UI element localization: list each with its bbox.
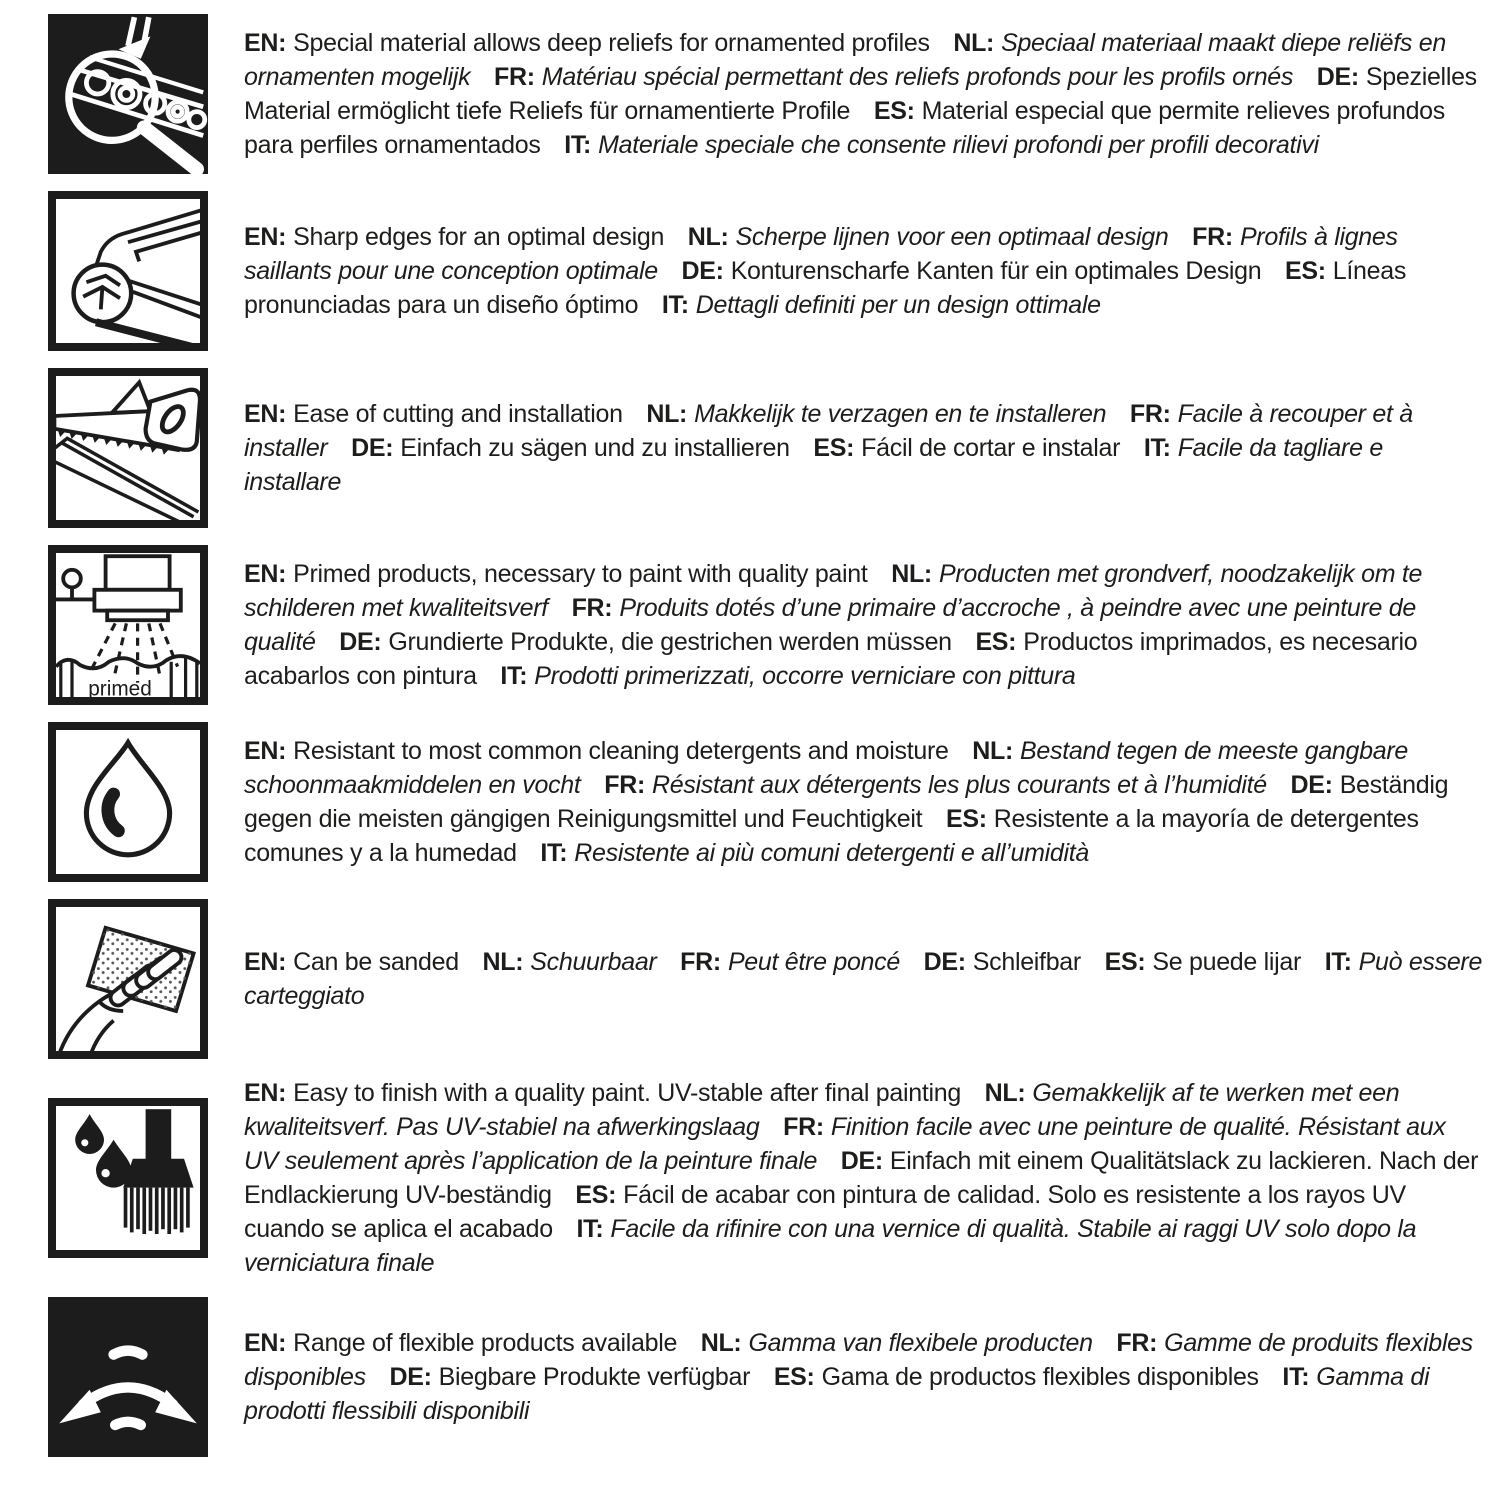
lang-label-it: IT: xyxy=(564,131,592,159)
segment xyxy=(389,1363,750,1391)
feature-text-es: Fácil de acabar con pintura de calidad. Solo es resistente a los rayos UV cuando se aplica el acabado xyxy=(244,1181,1406,1243)
lang-label-nl: NL: xyxy=(891,560,932,588)
feature-text-es: Productos imprimados, es necesario acabarlos con pintura xyxy=(244,628,1418,690)
segment xyxy=(244,737,949,765)
feature-text-block xyxy=(244,734,1484,870)
feature-text-it: Facile da tagliare e installare xyxy=(244,434,1383,496)
segment xyxy=(540,839,1089,867)
segment xyxy=(339,628,952,656)
feature-text-it: Facile da rifinire con una vernice di qualità. Stabile ai raggi UV solo dopo la verniciatura finale xyxy=(244,1215,1417,1277)
segment xyxy=(244,948,459,976)
lang-label-it: IT: xyxy=(661,291,689,319)
feature-text-it: Materiale speciale che consente rilievi profondi per profili decorativi xyxy=(598,131,1319,159)
lang-label-nl: NL: xyxy=(953,29,995,57)
segment xyxy=(244,1329,677,1357)
feature-text-block xyxy=(244,26,1484,162)
primed-text: primed xyxy=(88,677,152,701)
segment xyxy=(500,662,1075,690)
segment xyxy=(244,1079,961,1107)
segment xyxy=(688,223,1169,251)
paint-drops-brush-icon xyxy=(48,1098,208,1258)
lang-label-nl: NL: xyxy=(482,948,524,976)
lang-label-en: EN: xyxy=(244,948,287,976)
primed-spray-icon xyxy=(48,545,208,705)
feature-text-fr: Résistant aux détergents les plus courants et à l’humidité xyxy=(651,771,1267,799)
feature-text-nl: Bestand tegen de meeste gangbare schoonmaakmiddelen en vocht xyxy=(244,737,1408,799)
segment xyxy=(244,560,868,588)
lang-label-fr: FR: xyxy=(1192,223,1233,251)
lang-label-it: IT: xyxy=(1324,948,1352,976)
feature-text-nl: Scherpe lijnen voor een optimaal design xyxy=(735,223,1169,251)
saw-cutting-icon xyxy=(48,368,208,528)
lang-label-es: ES: xyxy=(873,97,915,125)
lang-label-it: IT: xyxy=(576,1215,604,1243)
lang-label-nl: NL: xyxy=(984,1079,1026,1107)
feature-text-nl: Producten met grondverf, noodzakelijk om te schilderen met kwaliteitsverf xyxy=(244,560,1423,622)
feature-row-primed xyxy=(48,545,1484,705)
feature-text-nl: Makkelijk te verzagen en te installeren xyxy=(694,400,1107,428)
lang-label-es: ES: xyxy=(945,805,987,833)
feature-text-it: Gamma di prodotti flessibili disponibili xyxy=(244,1363,1430,1425)
lang-label-de: DE: xyxy=(339,628,382,656)
feature-text-it: Resistente ai più comuni detergenti e all’umidità xyxy=(574,839,1090,867)
feature-text-de: Schleifbar xyxy=(972,948,1081,976)
lang-label-es: ES: xyxy=(773,1363,815,1391)
feature-text-en: Ease of cutting and installation xyxy=(293,400,623,428)
lang-label-en: EN: xyxy=(244,1329,287,1357)
segment xyxy=(813,434,1120,462)
sharp-edges-icon xyxy=(48,191,208,351)
feature-text-en: Can be sanded xyxy=(293,948,459,976)
feature-text-it: Prodotti primerizzati, occorre verniciare con pittura xyxy=(534,662,1076,690)
feature-text-en: Resistant to most common cleaning detergents and moisture xyxy=(293,737,949,765)
feature-text-nl: Gemakkelijk af te werken met een kwaliteitsverf. Pas UV-stabiel na afwerkingslaag xyxy=(244,1079,1400,1141)
segment xyxy=(494,63,1293,91)
lang-label-it: IT: xyxy=(500,662,528,690)
feature-text-en: Special material allows deep reliefs for ornamented profiles xyxy=(293,29,930,57)
feature-text-de: Konturenscharfe Kanten für ein optimales Design xyxy=(730,257,1262,285)
lang-label-nl: NL: xyxy=(687,223,729,251)
feature-text-it: Dettagli definiti per un design ottimale xyxy=(695,291,1101,319)
lang-label-it: IT: xyxy=(1143,434,1171,462)
lang-label-fr: FR: xyxy=(783,1113,824,1141)
segment xyxy=(483,948,657,976)
lang-label-de: DE: xyxy=(1316,63,1359,91)
lang-label-nl: NL: xyxy=(700,1329,742,1357)
segment xyxy=(924,948,1081,976)
lang-label-de: DE: xyxy=(1290,771,1333,799)
feature-text-block xyxy=(244,220,1484,322)
feature-text-block xyxy=(244,397,1484,499)
sandable-hand-sandpaper-icon xyxy=(48,899,208,1059)
feature-text-fr: Facile à recouper et à installer xyxy=(244,400,1413,462)
feature-text-es: Resistente a la mayoría de detergentes comunes y a la humedad xyxy=(244,805,1419,867)
lang-label-en: EN: xyxy=(244,400,287,428)
segment xyxy=(682,257,1262,285)
lang-label-en: EN: xyxy=(244,1079,287,1107)
feature-text-de: Einfach mit einem Qualitätslack zu lackieren. Nach der Endlackierung UV-beständig xyxy=(244,1147,1479,1209)
feature-text-fr: Finition facile avec une peinture de qualité. Résistant aux UV seulement après l’application de la peinture finale xyxy=(244,1113,1446,1175)
lang-label-fr: FR: xyxy=(1129,400,1171,428)
segment xyxy=(646,400,1106,428)
segment xyxy=(774,1363,1259,1391)
feature-text-es: Se puede lijar xyxy=(1152,948,1302,976)
lang-label-de: DE: xyxy=(389,1363,432,1391)
segment xyxy=(604,771,1267,799)
feature-text-nl: Schuurbaar xyxy=(530,948,657,976)
lang-label-de: DE: xyxy=(351,434,394,462)
segment xyxy=(244,400,623,428)
lang-label-fr: FR: xyxy=(1116,1329,1158,1357)
feature-text-en: Easy to finish with a quality paint. UV-stable after final painting xyxy=(293,1079,961,1107)
feature-text-de: Spezielles Material ermöglicht tiefe Reliefs für ornamentierte Profile xyxy=(244,63,1477,125)
lang-label-de: DE: xyxy=(681,257,724,285)
lang-label-es: ES: xyxy=(575,1181,617,1209)
feature-text-block xyxy=(244,557,1484,693)
feature-row-finish-paint xyxy=(48,1076,1484,1280)
feature-text-es: Líneas pronunciadas para un diseño óptimo xyxy=(244,257,1407,319)
segment xyxy=(680,948,900,976)
feature-text-fr: Profils à lignes saillants pour une conception optimale xyxy=(244,223,1398,285)
lang-label-fr: FR: xyxy=(604,771,645,799)
feature-text-de: Biegbare Produkte verfügbar xyxy=(438,1363,751,1391)
segment xyxy=(1105,948,1301,976)
moisture-resistant-droplet-icon xyxy=(48,722,208,882)
feature-text-en: Primed products, necessary to paint with quality paint xyxy=(293,560,868,588)
lang-label-es: ES: xyxy=(813,434,855,462)
feature-text-de: Beständig gegen die meisten gängigen Reinigungsmittel und Feuchtigkeit xyxy=(244,771,1449,833)
lang-label-nl: NL: xyxy=(646,400,688,428)
feature-row-cutting xyxy=(48,368,1484,528)
lang-label-it: IT: xyxy=(1282,1363,1310,1391)
feature-text-block xyxy=(244,945,1484,1013)
feature-text-de: Grundierte Produkte, die gestrichen werden müssen xyxy=(388,628,952,656)
feature-text-en: Range of flexible products available xyxy=(293,1329,678,1357)
feature-row-moisture xyxy=(48,722,1484,882)
lang-label-de: DE: xyxy=(923,948,966,976)
segment xyxy=(564,131,1319,159)
segment xyxy=(351,434,790,462)
lang-label-fr: FR: xyxy=(571,594,613,622)
lang-label-en: EN: xyxy=(244,737,287,765)
feature-row-deep-relief xyxy=(48,14,1484,174)
lang-label-es: ES: xyxy=(1285,257,1326,285)
feature-text-es: Gama de productos flexibles disponibles xyxy=(821,1363,1259,1391)
lang-label-en: EN: xyxy=(244,560,287,588)
feature-text-fr: Produits dotés d’une primaire d’accroche , à peindre avec une peinture de qualité xyxy=(244,594,1416,656)
lang-label-fr: FR: xyxy=(494,63,535,91)
lang-label-it: IT: xyxy=(540,839,568,867)
feature-text-nl: Gamma van flexibele producten xyxy=(748,1329,1093,1357)
feature-row-flexible xyxy=(48,1297,1484,1457)
feature-text-de: Einfach zu sägen und zu installieren xyxy=(400,434,790,462)
feature-text-en: Sharp edges for an optimal design xyxy=(293,223,665,251)
feature-text-it: Può essere carteggiato xyxy=(244,948,1483,1010)
feature-text-es: Fácil de cortar e instalar xyxy=(861,434,1121,462)
lang-label-es: ES: xyxy=(975,628,1017,656)
lang-label-de: DE: xyxy=(840,1147,883,1175)
feature-text-block xyxy=(244,1326,1484,1428)
feature-text-es: Material especial que permite relieves profundos para perfiles ornamentados xyxy=(244,97,1445,159)
flexible-arrow-icon xyxy=(48,1297,208,1457)
lang-label-fr: FR: xyxy=(680,948,721,976)
feature-text-nl: Speciaal materiaal maakt diepe reliëfs en ornamenten mogelijk xyxy=(244,29,1446,91)
lang-label-nl: NL: xyxy=(972,737,1014,765)
segment xyxy=(244,223,664,251)
feature-text-fr: Peut être poncé xyxy=(727,948,900,976)
feature-row-sharp-edges xyxy=(48,191,1484,351)
segment xyxy=(701,1329,1093,1357)
feature-text-fr: Matériau spécial permettant des reliefs profonds pour les profils ornés xyxy=(541,63,1294,91)
lang-label-en: EN: xyxy=(244,29,287,57)
segment xyxy=(662,291,1101,319)
lang-label-es: ES: xyxy=(1104,948,1146,976)
lang-label-en: EN: xyxy=(244,223,287,251)
segment xyxy=(244,29,930,57)
feature-text-block xyxy=(244,1076,1484,1280)
feature-row-sandable xyxy=(48,899,1484,1059)
deep-relief-magnifier-icon xyxy=(48,14,208,174)
feature-text-fr: Gamme de produits flexibles disponibles xyxy=(244,1329,1473,1391)
